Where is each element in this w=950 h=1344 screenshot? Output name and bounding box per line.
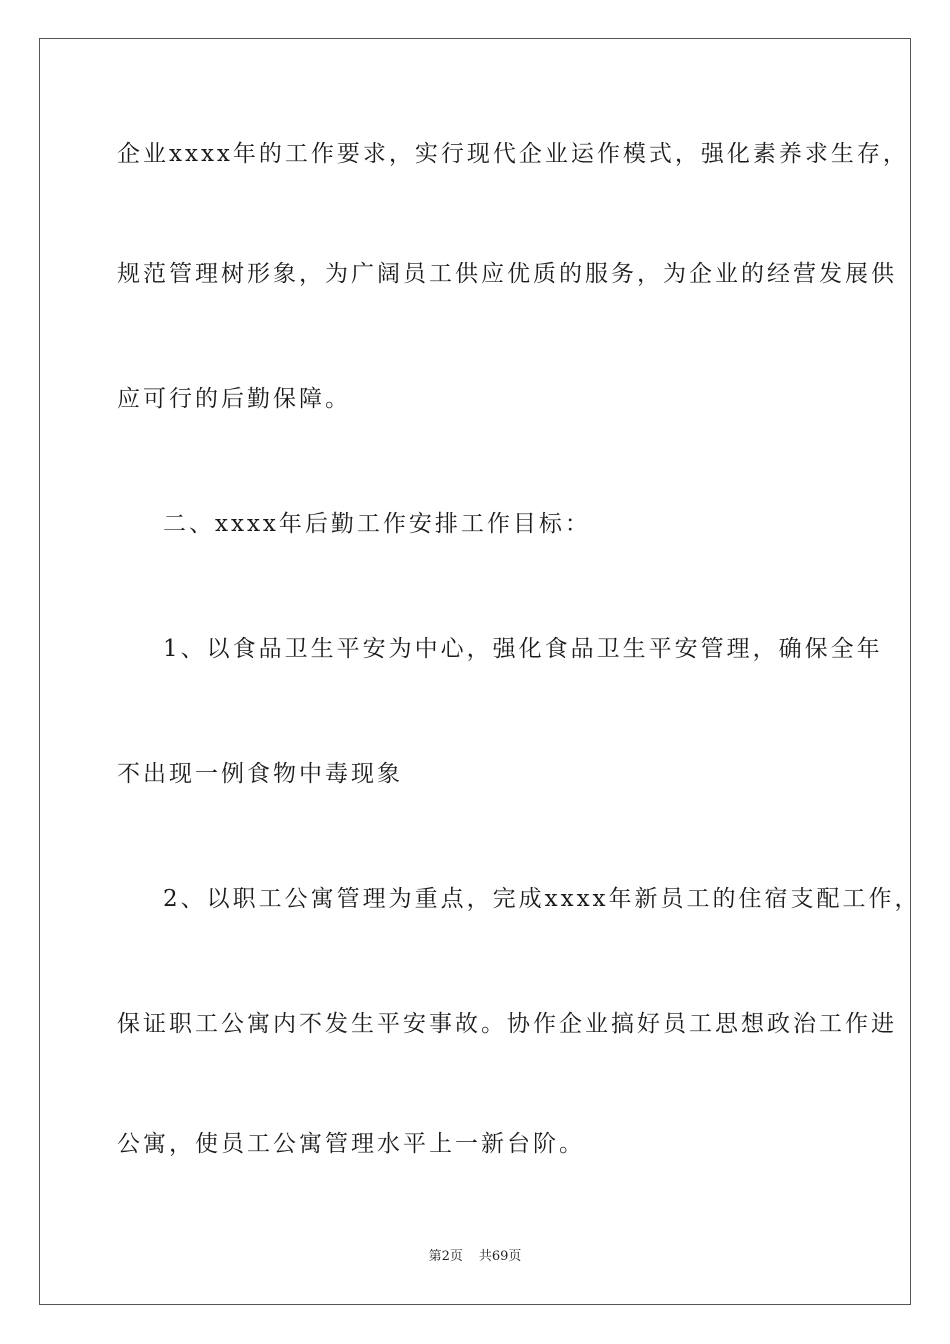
body-text-line: 规范管理树形象，为广阔员工供应优质的服务，为企业的经营发展供 <box>117 261 897 287</box>
body-text-line: 不出现一例食物中毒现象 <box>117 761 403 787</box>
body-text-line: 公寓，使员工公寓管理水平上一新台阶。 <box>117 1131 585 1157</box>
page-total: 共69页 <box>478 1249 522 1264</box>
list-item-text: 2、以职工公寓管理为重点，完成xxxx年新员工的住宿支配工作， <box>163 886 921 912</box>
list-item-text: 1、以食品卫生平安为中心，强化食品卫生平安管理，确保全年 <box>163 636 883 662</box>
body-text-line: 企业xxxx年的工作要求，实行现代企业运作模式，强化素养求生存， <box>117 141 909 167</box>
body-text-line: 应可行的后勤保障。 <box>117 386 351 412</box>
section-heading: 二、xxxx年后勤工作安排工作目标： <box>163 511 591 537</box>
page-border <box>39 38 911 1305</box>
page-footer <box>0 1245 950 1264</box>
page-number: 第2页 <box>428 1249 463 1264</box>
body-text-line: 保证职工公寓内不发生平安事故。协作企业搞好员工思想政治工作进 <box>117 1011 897 1037</box>
